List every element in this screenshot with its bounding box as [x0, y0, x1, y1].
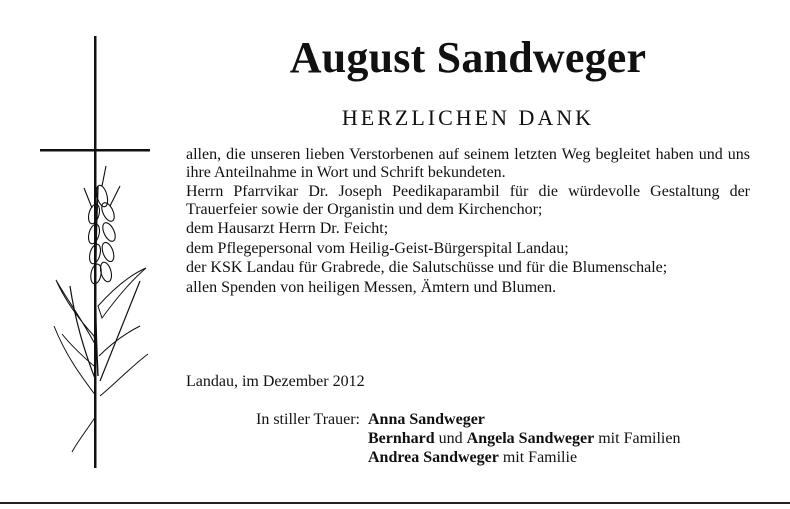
mourner-row: [368, 429, 768, 448]
mourner-row: [368, 410, 768, 429]
paragraph: dem Hausarzt Herrn Dr. Feicht;: [186, 220, 389, 237]
mourner-suffix: mit Familie: [498, 449, 578, 466]
mourner-suffix: mit Familien: [594, 430, 681, 447]
mourners-lead: In stiller Trauer:: [256, 411, 360, 428]
paragraph: Herrn Pfarrvikar Dr. Joseph Peedikaparambil für die würdevolle Gestaltung der Trauerfeier sowie der Organistin und dem Kirchenchor;: [186, 183, 750, 218]
mourner-conjunction: und: [434, 430, 467, 447]
paragraph: allen, die unseren lieben Verstorbenen auf seinem letzten Weg begleitet haben und uns ihre Anteilnahme in Wort und Schrift bekundeten.: [186, 146, 750, 181]
paragraph: der KSK Landau für Grabrede, die Salutschüsse und für die Blumenschale;: [186, 259, 668, 276]
thanks-text: [186, 146, 750, 298]
mourner-name: Bernhard: [368, 430, 435, 447]
paragraph: allen Spenden von heiligen Messen, Ämtern und Blumen.: [186, 278, 557, 296]
mourner-name: Anna Sandweger: [368, 411, 485, 428]
mourner-row: [368, 448, 768, 467]
mourner-name: Andrea Sandweger: [368, 449, 499, 466]
cross-with-wheat-icon: [36, 36, 156, 476]
bottom-rule: [0, 502, 790, 504]
deceased-name: August Sandweger: [289, 33, 647, 82]
mourner-name: Angela Sandweger: [466, 430, 595, 447]
notice-subtitle: HERZLICHEN DANK: [341, 105, 595, 130]
mourners-names: [368, 410, 768, 467]
paragraph: dem Pflegepersonal vom Heilig-Geist-Bürgerspital Landau;: [186, 239, 569, 257]
place-and-date: Landau, im Dezember 2012: [186, 373, 365, 390]
